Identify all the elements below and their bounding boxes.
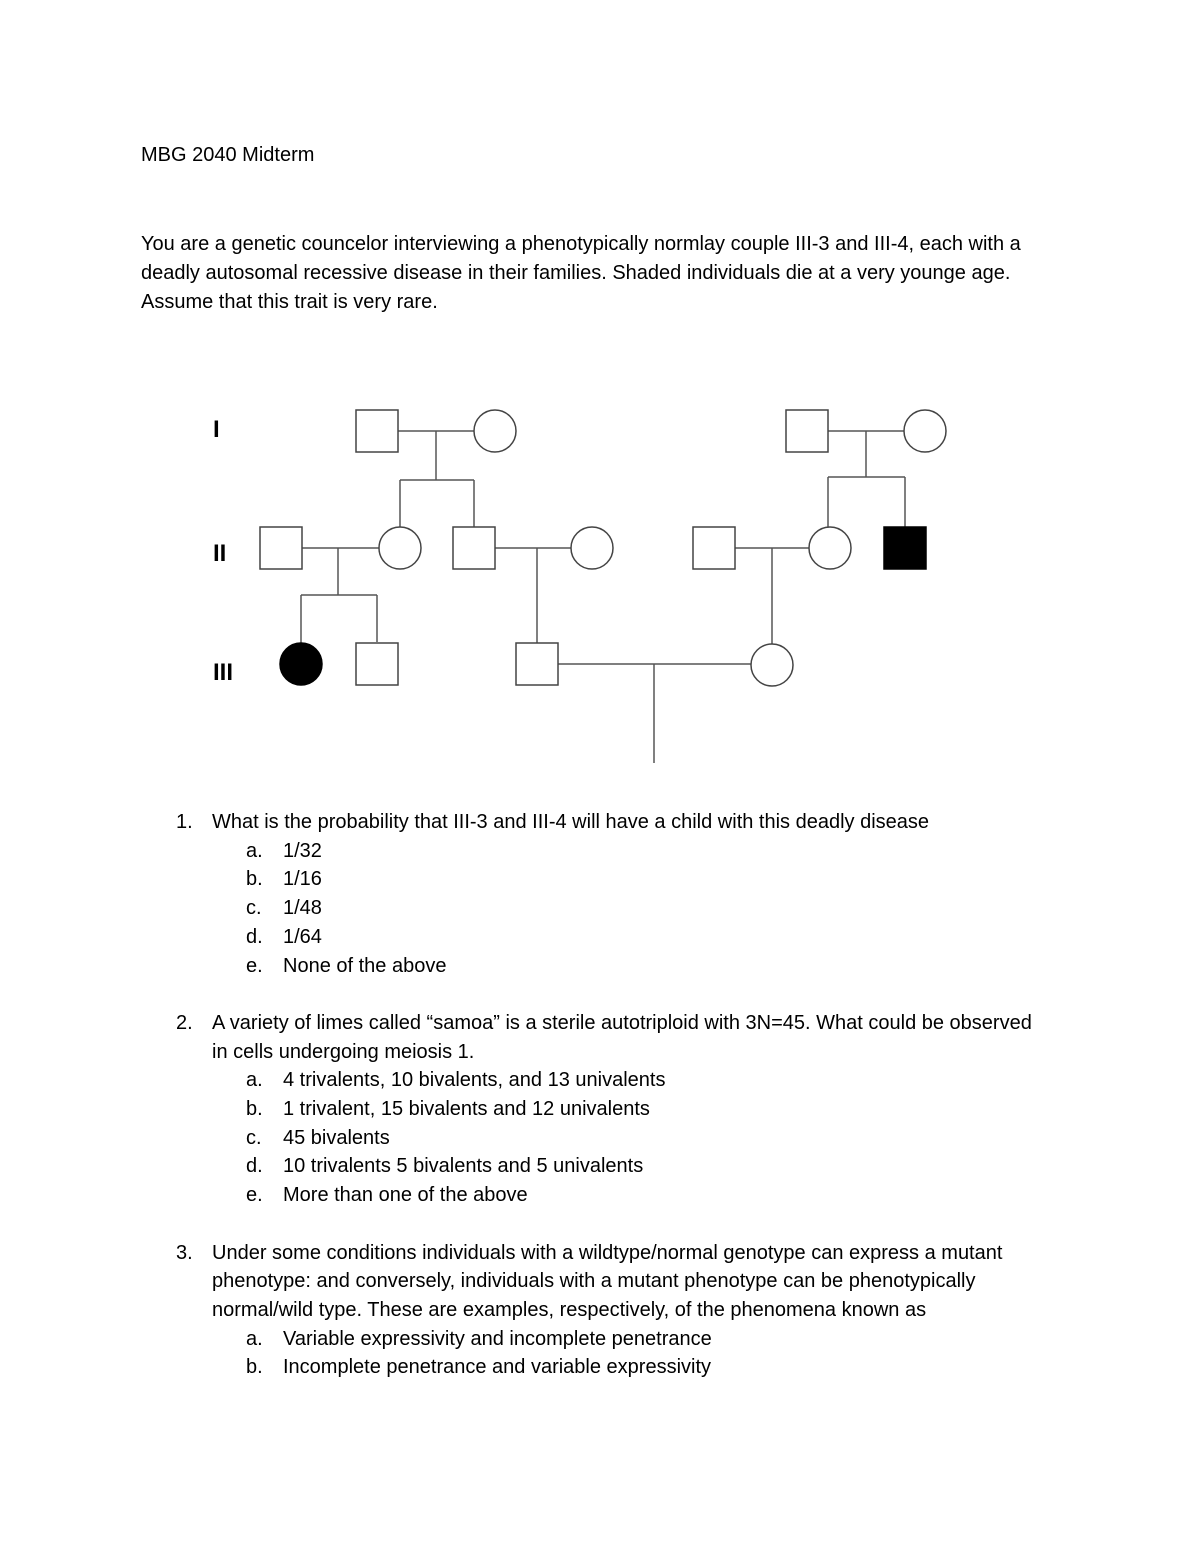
option-letter: c. [246, 897, 262, 920]
answer-option [0, 923, 1200, 952]
option-letter: b. [246, 1098, 263, 1121]
option-text: None of the above [283, 954, 447, 977]
male-unaffected-i-3 [786, 410, 828, 452]
option-text: 4 trivalents, 10 bivalents, and 13 univalents [283, 1069, 666, 1092]
generation-label-iii: III [213, 659, 234, 686]
option-text: 45 bivalents [283, 1126, 390, 1149]
option-letter: d. [246, 1155, 263, 1178]
answer-option [0, 1095, 1200, 1124]
option-text: 1/64 [283, 925, 322, 948]
option-text: 10 trivalents 5 bivalents and 5 univalents [283, 1155, 644, 1178]
female-unaffected-ii-6 [809, 527, 851, 569]
option-text: 1 trivalent, 15 bivalents and 12 univalents [283, 1098, 650, 1121]
pedigree-chart [0, 380, 1200, 780]
answer-option [0, 1066, 1200, 1095]
option-letter: b. [246, 1356, 263, 1379]
male-unaffected-iii-3 [516, 643, 558, 685]
option-text: 1/32 [283, 839, 322, 862]
option-letter: c. [246, 1126, 262, 1149]
option-letter: b. [246, 868, 263, 891]
answer-option [0, 952, 1200, 981]
generation-label-ii: II [213, 540, 227, 567]
option-letter: d. [246, 925, 263, 948]
generation-label-i: I [213, 416, 220, 443]
answer-option [0, 1325, 1200, 1354]
question-text: What is the probability that III-3 and III-4 will have a child with this deadly disease [212, 811, 930, 833]
question-text: A variety of limes called “samoa” is a sterile autotriploid with 3N=45. What could be observed in cells undergoing meiosis 1. [212, 1011, 1032, 1063]
answer-option [0, 1124, 1200, 1153]
option-text: Variable expressivity and incomplete penetrance [283, 1327, 712, 1350]
question-number: 1. [176, 811, 193, 833]
answer-option [0, 865, 1200, 894]
answer-option [0, 1181, 1200, 1210]
answer-option [0, 837, 1200, 866]
question-text: Under some conditions individuals with a wildtype/normal genotype can express a mutant phenotype: and conversely, individuals with a mutant phenotype can be phenotypically normal/wild type. These are examples, respectively, of the phenomena known as [212, 1241, 1003, 1321]
option-letter: e. [246, 954, 263, 977]
male-unaffected-ii-3 [453, 527, 495, 569]
document-title: MBG 2040 Midterm [141, 144, 315, 166]
option-text: 1/16 [283, 868, 322, 891]
question-list [0, 808, 1200, 1382]
female-unaffected-ii-2 [379, 527, 421, 569]
female-unaffected-i-2 [474, 410, 516, 452]
option-letter: a. [246, 839, 263, 862]
male-unaffected-i-1 [356, 410, 398, 452]
question-2 [0, 1009, 1200, 1066]
option-letter: a. [246, 1069, 263, 1092]
answer-option [0, 1353, 1200, 1382]
answer-option [0, 1152, 1200, 1181]
option-text: Incomplete penetrance and variable expressivity [283, 1356, 712, 1379]
male-unaffected-ii-1 [260, 527, 302, 569]
female-affected-iii-1 [280, 643, 322, 685]
female-unaffected-iii-4 [751, 644, 793, 686]
option-text: 1/48 [283, 897, 322, 920]
question-3 [0, 1239, 1200, 1325]
female-unaffected-i-4 [904, 410, 946, 452]
male-unaffected-ii-5 [693, 527, 735, 569]
question-number: 3. [176, 1241, 193, 1264]
male-affected-ii-7 [884, 527, 926, 569]
option-text: More than one of the above [283, 1184, 528, 1207]
female-unaffected-ii-4 [571, 527, 613, 569]
question-1 [0, 808, 1200, 837]
question-number: 2. [176, 1011, 193, 1034]
option-letter: a. [246, 1327, 263, 1350]
option-letter: e. [246, 1184, 263, 1207]
answer-option [0, 894, 1200, 923]
male-unaffected-iii-2 [356, 643, 398, 685]
intro-paragraph: You are a genetic councelor interviewing a phenotypically normlay couple III-3 and III-4, each with a deadly autosomal recessive disease in their families. Shaded individuals die at a very younge age. Assume that this trait is very rare. [141, 233, 1021, 313]
